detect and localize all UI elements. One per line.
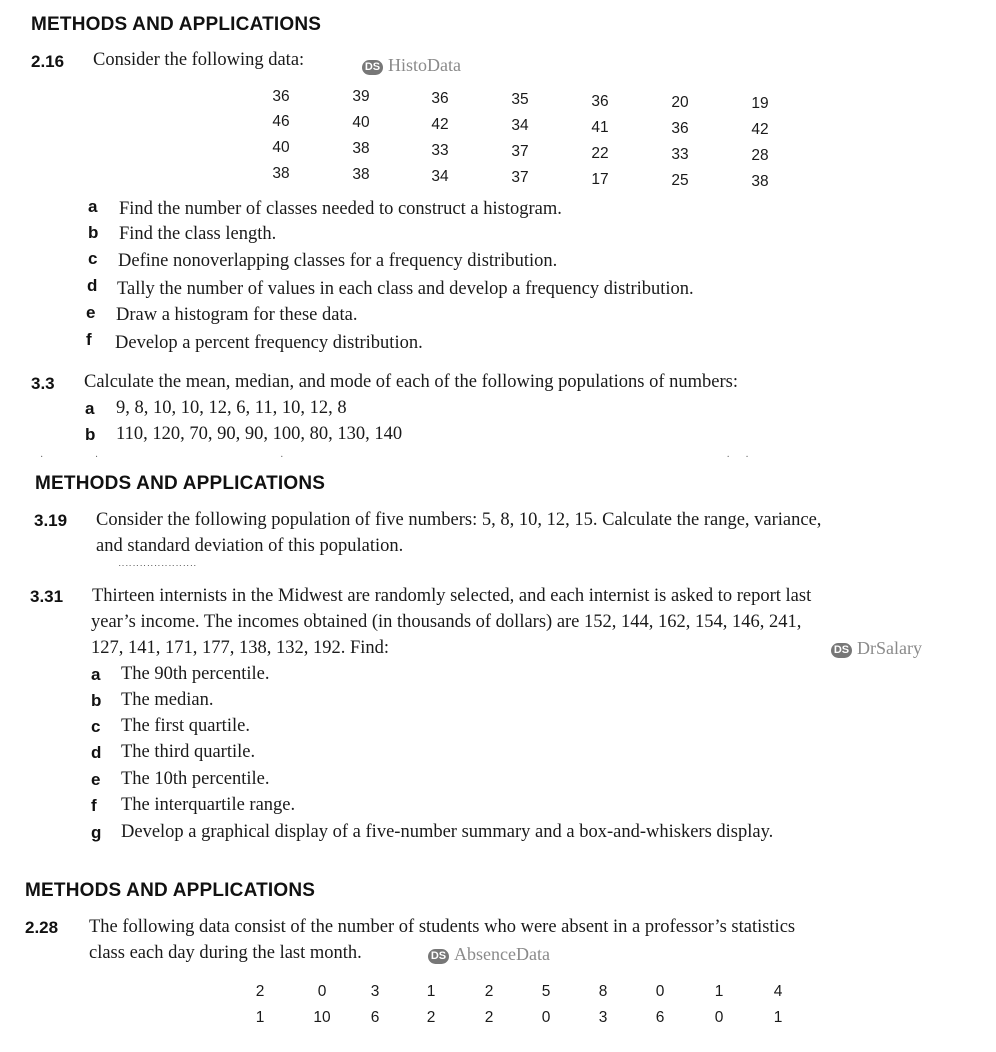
problem-number-2-28: 2.28: [25, 918, 59, 937]
table-cell: 42: [431, 116, 449, 133]
table-cell: 38: [272, 165, 290, 182]
item-letter: b: [88, 223, 99, 242]
table-cell: 36: [671, 120, 689, 137]
dataset-icon: DS: [831, 643, 852, 658]
list-item: Develop a percent frequency distribution.: [115, 333, 423, 353]
table-cell: 3: [370, 983, 380, 1000]
table-cell: 22: [591, 145, 609, 162]
problem-3-3-intro: Calculate the mean, median, and mode of each of the following populations of numbers:: [84, 372, 738, 392]
table-cell: 36: [431, 90, 449, 107]
table-cell: 0: [655, 983, 665, 1000]
table-cell: 2: [426, 1009, 436, 1026]
table-cell: 6: [370, 1009, 380, 1026]
dataset-absencedata-label: AbsenceData: [454, 944, 550, 964]
table-cell: 0: [714, 1009, 724, 1026]
table-cell: 46: [272, 113, 290, 130]
table-cell: 19: [751, 95, 769, 112]
list-item: The third quartile.: [121, 742, 256, 762]
problem-number-3-3: 3.3: [31, 374, 55, 393]
item-letter: f: [86, 330, 92, 349]
table-cell: 41: [591, 119, 609, 136]
table-cell: 34: [511, 117, 529, 134]
list-item: 110, 120, 70, 90, 90, 100, 80, 130, 140: [116, 424, 403, 444]
scan-artifact: ‥‥‥‥‥‥‥‥‥‥‥: [118, 558, 197, 569]
section-heading-1: METHODS AND APPLICATIONS: [31, 14, 322, 35]
list-item: Find the class length.: [119, 224, 277, 244]
list-item: Tally the number of values in each class and develop a frequency distribution.: [117, 279, 694, 299]
item-letter: g: [91, 823, 102, 842]
problem-text-line: 127, 141, 171, 177, 138, 132, 192. Find:: [91, 638, 390, 658]
list-item: The first quartile.: [121, 716, 250, 736]
list-item: Find the number of classes needed to construct a histogram.: [119, 199, 562, 219]
table-cell: 8: [598, 983, 608, 1000]
table-cell: 28: [751, 147, 769, 164]
table-cell: 38: [751, 173, 769, 190]
table-cell: 10: [313, 1009, 331, 1026]
dataset-drsalary-label: DrSalary: [857, 638, 922, 658]
item-letter: c: [88, 249, 98, 268]
item-letter: a: [85, 399, 95, 418]
table-cell: 36: [591, 93, 609, 110]
dataset-drsalary: [831, 638, 922, 659]
table-cell: 6: [655, 1009, 665, 1026]
table-cell: 0: [317, 983, 327, 1000]
problem-text-line: and standard deviation of this population.: [96, 536, 404, 556]
table-cell: 1: [255, 1009, 265, 1026]
item-letter: e: [91, 770, 101, 789]
item-letter: a: [91, 665, 101, 684]
list-item: Define nonoverlapping classes for a frequency distribution.: [118, 251, 558, 271]
table-cell: 42: [751, 121, 769, 138]
table-cell: 1: [714, 983, 724, 1000]
table-cell: 37: [511, 143, 529, 160]
table-cell: 1: [773, 1009, 783, 1026]
table-cell: 35: [511, 91, 529, 108]
table-cell: 37: [511, 169, 529, 186]
table-cell: 38: [352, 166, 370, 183]
table-cell: 34: [431, 168, 449, 185]
list-item: The 10th percentile.: [121, 769, 270, 789]
problem-text-line: class each day during the last month.: [89, 943, 362, 963]
problem-2-16-intro: Consider the following data:: [93, 50, 305, 70]
item-letter: e: [86, 303, 96, 322]
problem-number-3-19: 3.19: [34, 511, 68, 530]
table-cell: 33: [671, 146, 689, 163]
table-cell: 0: [541, 1009, 551, 1026]
table-cell: 1: [426, 983, 436, 1000]
item-letter: d: [91, 743, 102, 762]
table-cell: 17: [591, 171, 609, 188]
table-cell: 36: [272, 88, 290, 105]
table-cell: 2: [255, 983, 265, 1000]
table-cell: 40: [352, 114, 370, 131]
dataset-icon: DS: [428, 949, 449, 964]
table-cell: 3: [598, 1009, 608, 1026]
dataset-icon: DS: [362, 60, 383, 75]
table-cell: 2: [484, 1009, 494, 1026]
list-item: The 90th percentile.: [121, 664, 270, 684]
table-cell: 5: [541, 983, 551, 1000]
table-cell: 39: [352, 88, 370, 105]
item-letter: b: [91, 691, 102, 710]
dataset-absencedata: [428, 944, 550, 965]
list-item: Draw a histogram for these data.: [116, 305, 358, 325]
item-letter: a: [88, 197, 98, 216]
problem-text-line: year’s income. The incomes obtained (in thousands of dollars) are 152, 144, 162, 154, 146, 241,: [91, 612, 802, 632]
dataset-histodata: [362, 55, 461, 76]
table-cell: 33: [431, 142, 449, 159]
table-cell: 4: [773, 983, 783, 1000]
table-cell: 20: [671, 94, 689, 111]
item-letter: b: [85, 425, 96, 444]
list-item: 9, 8, 10, 10, 12, 6, 11, 10, 12, 8: [116, 398, 347, 418]
table-cell: 40: [272, 139, 290, 156]
table-cell: 25: [671, 172, 689, 189]
item-letter: f: [91, 796, 97, 815]
dataset-histodata-label: HistoData: [388, 55, 461, 75]
section-heading-3: METHODS AND APPLICATIONS: [25, 880, 316, 901]
table-cell: 38: [352, 140, 370, 157]
list-item: Develop a graphical display of a five-number summary and a box-and-whiskers display.: [121, 822, 774, 842]
list-item: The median.: [121, 690, 214, 710]
problem-text-line: Thirteen internists in the Midwest are randomly selected, and each internist is asked to report last: [92, 586, 812, 606]
item-letter: d: [87, 276, 98, 295]
section-heading-2: METHODS AND APPLICATIONS: [35, 473, 326, 494]
problem-text-line: Consider the following population of five numbers: 5, 8, 10, 12, 15. Calculate the range, variance,: [96, 510, 822, 530]
item-letter: c: [91, 717, 101, 736]
list-item: The interquartile range.: [121, 795, 296, 815]
table-cell: 2: [484, 983, 494, 1000]
problem-number-2-16: 2.16: [31, 52, 65, 71]
problem-text-line: The following data consist of the number of students who were absent in a professor’s statistics: [89, 917, 796, 937]
scan-artifact: · · · · ·: [40, 452, 751, 463]
problem-number-3-31: 3.31: [30, 587, 64, 606]
